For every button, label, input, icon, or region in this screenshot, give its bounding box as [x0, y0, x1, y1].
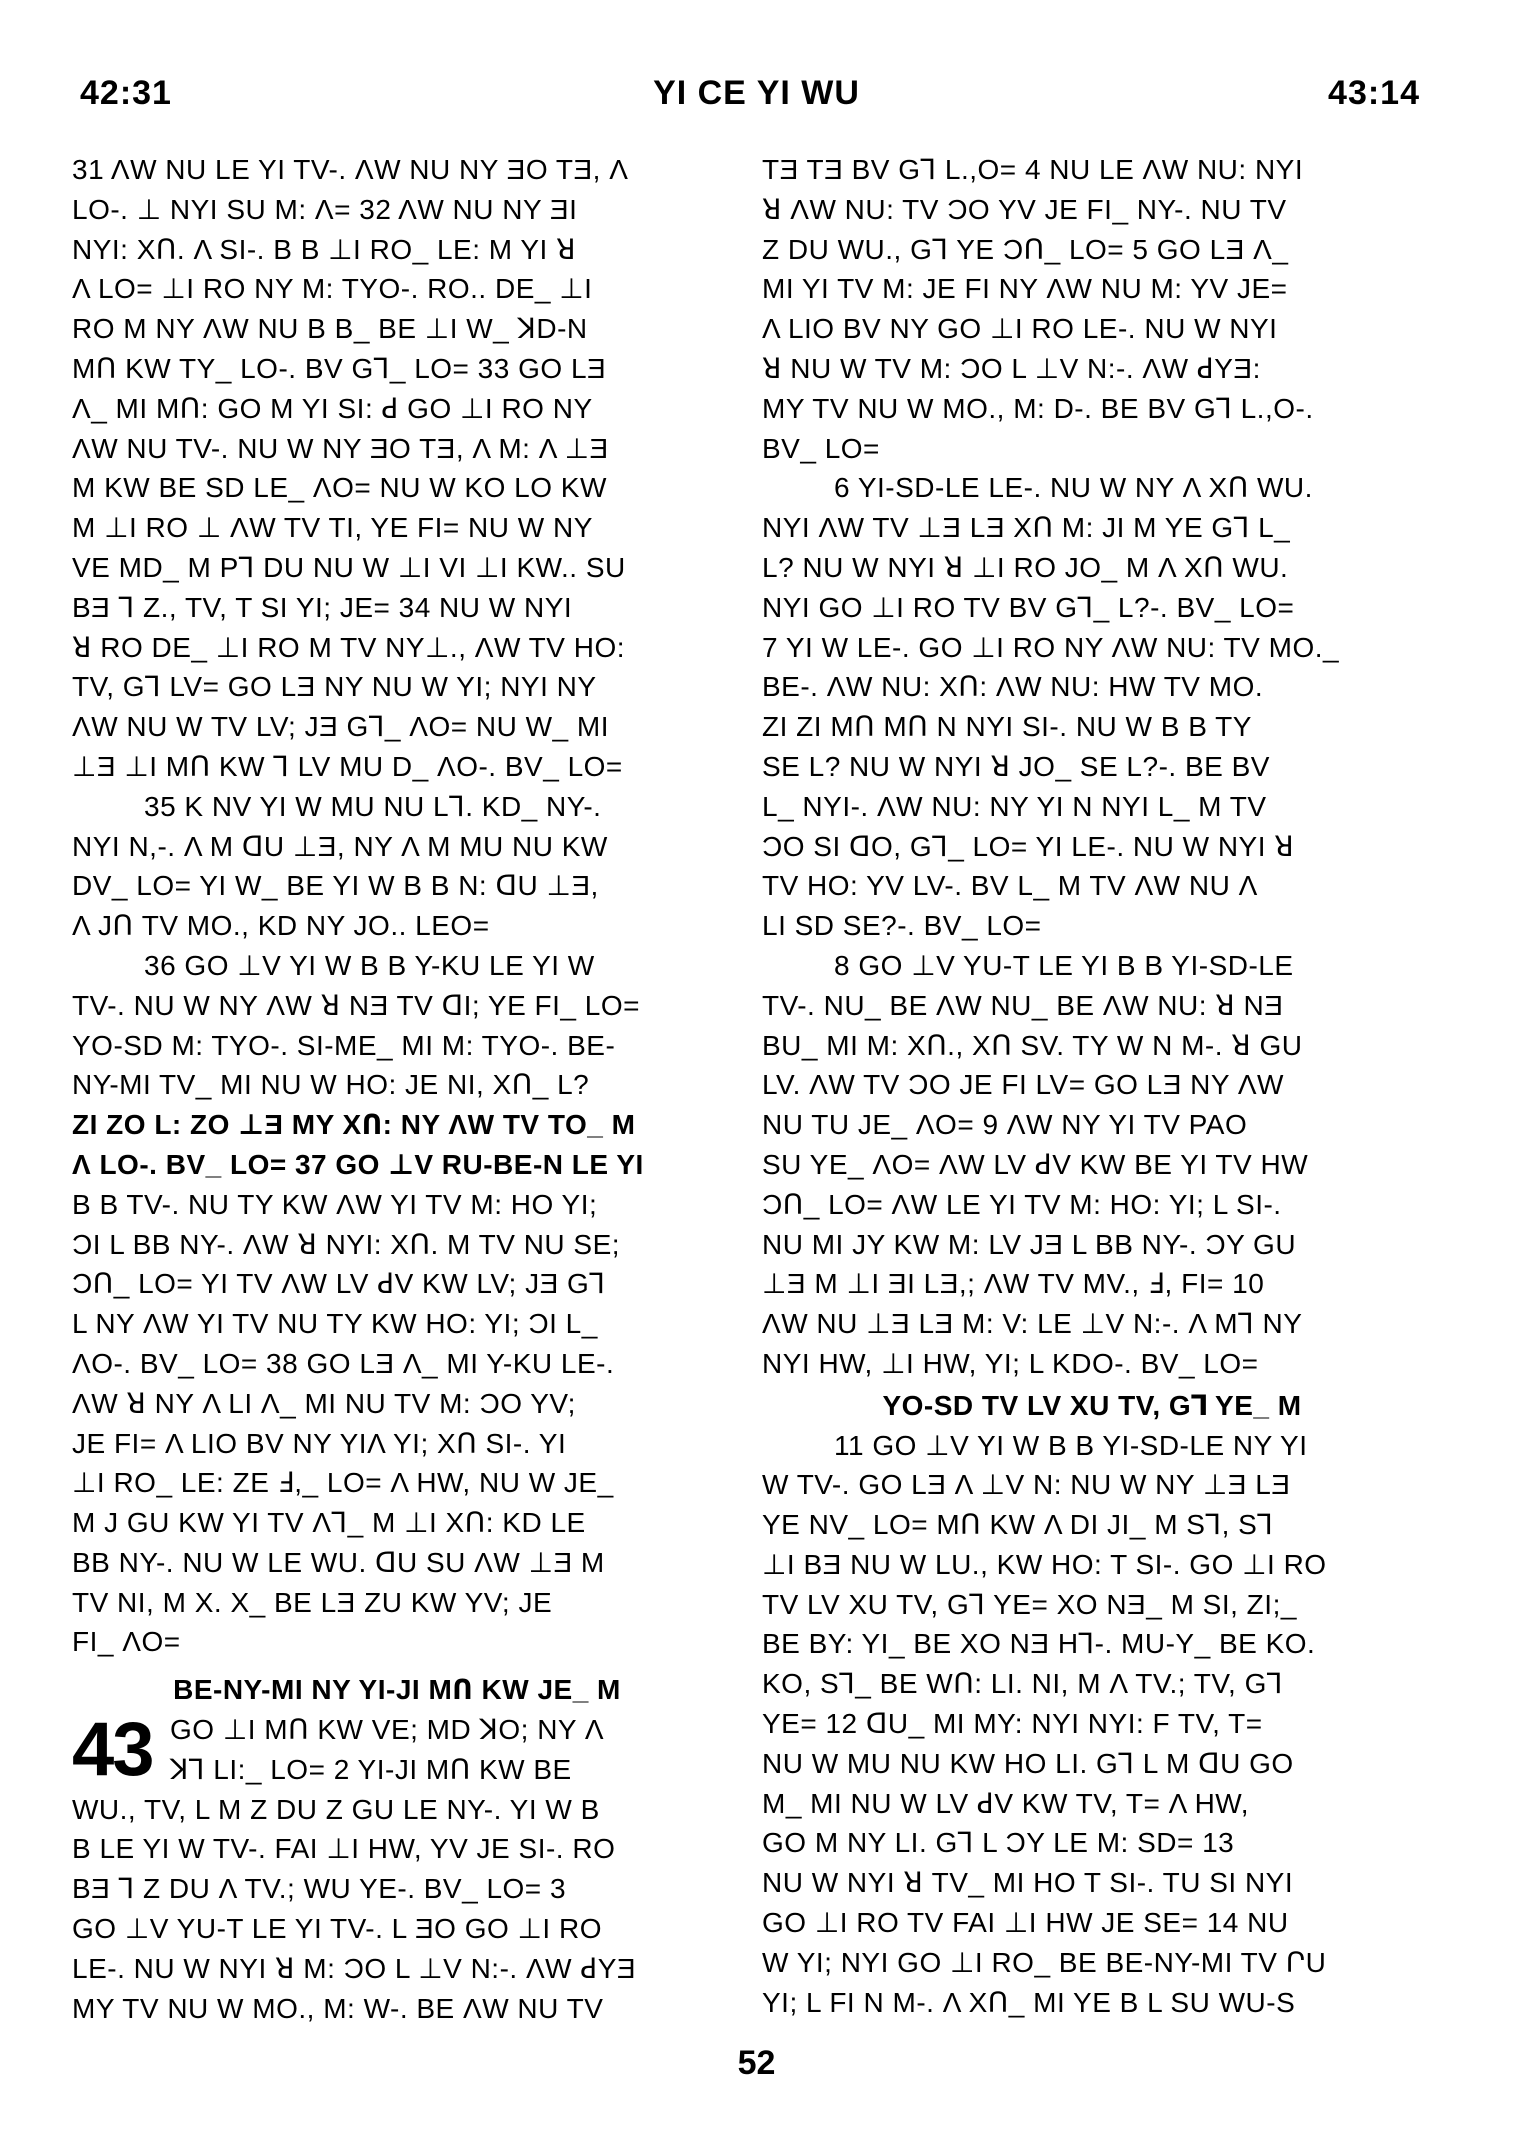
text-line: NYI ΛW TV ⊥Ǝ LƎ XՈ M: JI M YE G⅂ L_	[762, 512, 1291, 544]
text-line: TV, G⅂ LV= GO LƎ NY NU W YI; NYI NY	[72, 671, 597, 703]
text-line: TV HO: YV LV-. BV L_ M TV ΛW NU Λ	[762, 870, 1258, 902]
text-line: DV_ LO= YI W_ BE YI W B B N: ꓷU ⊥Ǝ,	[72, 870, 599, 902]
page-number: 52	[737, 2044, 776, 2082]
section-heading: YO-SD TV LV XU TV, G⅂ YE_ M	[882, 1389, 1302, 1421]
text-line: FI_ ΛO=	[72, 1626, 181, 1658]
text-line: 31 ΛW NU LE YI TV-. ΛW NU NY ƎO TƎ, Λ	[72, 154, 629, 185]
text-line: L? NU W NYI ꓤ ⊥I RO JO_ M Λ XՈ WU.	[762, 551, 1289, 583]
left-paragraph-35	[72, 787, 722, 946]
text-line: ZI ZI MՈ MՈ N NYI SI-. NU W B B TY	[762, 711, 1252, 743]
text-line: NYI: XՈ. Λ SI-. B B ⊥I RO_ LE: M YI ꓤ	[72, 233, 577, 265]
text-line: ⊥Ǝ M ⊥I ƎI LƎ,; ΛW TV MV., Ⅎ, FI= 10	[762, 1268, 1265, 1300]
text-line: YI; L FI N M-. Λ XՈ_ MI YE B L SU WU-S	[762, 1986, 1296, 2018]
text-line: ΛO-. BV_ LO= 38 GO LƎ Λ_ MI Y-KU LE-.	[72, 1347, 615, 1379]
text-line: Λ LO= ⊥I RO NY M: TYO-. RO.. DE_ ⊥I	[72, 273, 593, 305]
text-line: ⊥I BƎ NU W LU., KW HO: T SI-. GO ⊥I RO	[762, 1548, 1327, 1580]
text-line: 6 YI-SD-LE LE-. NU W NY Λ XՈ WU.	[834, 472, 1313, 504]
text-line: YO-SD M: TYO-. SI-ME_ MI M: TYO-. BE-	[72, 1029, 616, 1061]
text-line: MՈ KW TY_ LO-. BV G⅂_ LO= 33 GO LƎ	[72, 352, 607, 384]
text-line: NU TU JE_ ΛO= 9 ΛW NY YI TV PAO	[762, 1109, 1248, 1141]
right-paragraph-continued	[762, 150, 1422, 468]
text-line: ⊥I RO_ LE: ZE Ⅎ,_ LO= Λ HW, NU W JE_	[72, 1467, 614, 1499]
text-line: TV NI, M X. X_ BE LƎ ZU KW YV; JE	[72, 1586, 553, 1618]
text-line: ƆI L BB NY-. ΛW ꓤ NYI: XՈ. M TV NU SE;	[72, 1228, 621, 1260]
text-line: ΛW NU TV-. NU W NY ƎO TƎ, Λ M: Λ ⊥Ǝ	[72, 432, 609, 464]
text-line: NY-MI TV_ MI NU W HO: JE NI, XՈ_ L?	[72, 1069, 590, 1101]
text-line: NU W MU NU KW HO LI. G⅂ L M ꓷU GO	[762, 1747, 1294, 1779]
chapter-number: 43	[72, 1707, 153, 1793]
text-line: NYI GO ⊥I RO TV BV G⅂_ L?-. BV_ LO=	[762, 591, 1295, 623]
text-line: ⊥Ǝ ⊥I MՈ KW ⅂ LV MU D_ ΛO-. BV_ LO=	[72, 750, 623, 782]
bold-text-line: Λ LO-. BV_ LO= 37 GO ⊥V RU-BE-N LE YI	[72, 1148, 644, 1180]
header-right-reference: 43:14	[1328, 74, 1420, 112]
text-line: MY TV NU W MO., M: D-. BE BV G⅂ L.,O-.	[762, 392, 1314, 424]
text-line: JE FI= Λ LIO BV NY YIΛ YI; XՈ SI-. YI	[72, 1427, 567, 1459]
text-line: Λ LIO BV NY GO ⊥I RO LE-. NU W NYI	[762, 313, 1278, 345]
left-paragraph-31	[72, 150, 722, 787]
text-line: ꓘ⅂ LI:_ LO= 2 YI-JI MՈ KW BE	[170, 1753, 572, 1785]
text-line: MI YI TV M: JE FI NY ΛW NU M: YV JE=	[762, 273, 1288, 305]
text-line: ΛW NU ⊥Ǝ LƎ M: V: LE ⊥V N:-. Λ M⅂ NY	[762, 1308, 1303, 1340]
right-paragraph-6	[762, 468, 1422, 946]
bold-text-line: ZI ZO L: ZO ⊥Ǝ MY XՈ: NY ΛW TV TO_ M	[72, 1109, 636, 1141]
text-line: TƎ TƎ BV G⅂ L.,O= 4 NU LE ΛW NU: NYI	[762, 154, 1304, 185]
text-line: L_ NYI-. ΛW NU: NY YI N NYI L_ M TV	[762, 790, 1267, 822]
left-paragraph-36	[72, 946, 722, 1662]
text-line: 8 GO ⊥V YU-T LE YI B B YI-SD-LE	[834, 949, 1294, 981]
text-line: B LE YI W TV-. FAI ⊥I HW, YV JE SI-. RO	[72, 1833, 616, 1865]
text-line: L NY ΛW YI TV NU TY KW HO: YI; ƆI L_	[72, 1308, 598, 1340]
text-line: ꓤ NU W TV M: ƆO L ⊥V N:-. ΛW ꓒYƎ:	[762, 352, 1261, 384]
text-line: ꓤ RO DE_ ⊥I RO M TV NY⊥., ΛW TV HO:	[72, 631, 626, 663]
text-line: NU MI JY KW M: LV JƎ L BB NY-. ƆY GU	[762, 1228, 1297, 1260]
text-line: LV. ΛW TV ƆO JE FI LV= GO LƎ NY ΛW	[762, 1069, 1284, 1101]
text-line: ΛW ꓤ NY Λ LI Λ_ MI NU TV M: ƆO YV;	[72, 1387, 576, 1419]
text-line: SE L? NU W NYI ꓤ JO_ SE L?-. BE BV	[762, 750, 1270, 782]
text-line: B B TV-. NU TY KW ΛW YI TV M: HO YI;	[72, 1188, 598, 1220]
text-line: GO ⊥I MՈ KW VE; MD ꓘO; NY Λ	[170, 1714, 605, 1746]
text-line: NYI N,-. Λ M ꓷU ⊥Ǝ, NY Λ M MU NU KW	[72, 830, 608, 862]
text-line: M ⊥I RO ⊥ ΛW TV TI, YE FI= NU W NY	[72, 512, 593, 544]
text-line: 36 GO ⊥V YI W B B Y-KU LE YI W	[144, 949, 595, 981]
book-title: YI CE YI WU	[653, 74, 860, 112]
text-line: SU YE_ ΛO= ΛW LV ꓒV KW BE YI TV HW	[762, 1148, 1309, 1180]
text-line: LI SD SE?-. BV_ LO=	[762, 910, 1042, 942]
text-line: Z DU WU., G⅂ YE ƆՈ_ LO= 5 GO LƎ Λ_	[762, 233, 1289, 265]
text-line: BU_ MI M: XՈ., XՈ SV. TY W N M-. ꓤ GU	[762, 1029, 1303, 1061]
text-line: GO ⊥V YU-T LE YI TV-. L ƎO GO ⊥I RO	[72, 1913, 602, 1945]
left-column	[72, 150, 722, 2028]
text-line: M J GU KW YI TV Λ⅂_ M ⊥I XՈ: KD LE	[72, 1507, 586, 1539]
text-line: NYI HW, ⊥I HW, YI; L KDO-. BV_ LO=	[762, 1347, 1259, 1379]
chapter-43-opening	[72, 1707, 722, 2028]
text-line: M_ MI NU W LV ꓒV KW TV, T= Λ HW,	[762, 1787, 1249, 1819]
text-line: BB NY-. NU W LE WU. ꓷU SU ΛW ⊥Ǝ M	[72, 1546, 605, 1578]
text-line: YE= 12 ꓷU_ MI MY: NYI NYI: F TV, T=	[762, 1708, 1263, 1740]
right-paragraph-8	[762, 946, 1422, 1384]
text-line: M KW BE SD LE_ ΛO= NU W KO LO KW	[72, 472, 607, 504]
text-line: GO M NY LI. G⅂ L ƆY LE M: SD= 13	[762, 1827, 1235, 1859]
text-line: BƎ ⅂ Z., TV, T SI YI; JE= 34 NU W NYI	[72, 591, 573, 623]
text-line: W YI; NYI GO ⊥I RO_ BE BE-NY-MI TV ՐU	[762, 1946, 1327, 1978]
text-line: RO M NY ΛW NU B B_ BE ⊥I W_ ꓘD-N	[72, 313, 588, 345]
text-line: ƆՈ_ LO= YI TV ΛW LV ꓒV KW LV; JƎ G⅂	[72, 1268, 606, 1300]
text-line: BE-. ΛW NU: XՈ: ΛW NU: HW TV MO.	[762, 671, 1264, 703]
text-line: BV_ LO=	[762, 432, 880, 464]
text-line: KO, S⅂_ BE WՈ: LI. NI, M Λ TV.; TV, G⅂	[762, 1668, 1283, 1700]
text-line: Λ JՈ TV MO., KD NY JO.. LEO=	[72, 910, 490, 942]
text-line: TV-. NU W NY ΛW ꓤ NƎ TV ꓷI; YE FI_ LO=	[72, 989, 640, 1021]
right-paragraph-11	[762, 1426, 1422, 2023]
header-left-reference: 42:31	[80, 74, 172, 112]
section-heading: BE-NY-MI NY YI-JI MՈ KW JE_ M	[173, 1674, 621, 1706]
text-line: VE MD_ M P⅂ DU NU W ⊥I VI ⊥I KW.. SU	[72, 551, 626, 583]
text-line: ƆՈ_ LO= ΛW LE YI TV M: HO: YI; L SI-.	[762, 1188, 1282, 1220]
right-column	[762, 150, 1422, 2022]
text-line: Λ_ MI MՈ: GO M YI SI: ꓒ GO ⊥I RO NY	[72, 392, 593, 424]
text-line: ΛW NU W TV LV; JƎ G⅂_ ΛO= NU W_ MI	[72, 711, 609, 743]
text-line: WU., TV, L M Z DU Z GU LE NY-. YI W B	[72, 1793, 600, 1825]
text-line: BE BY: YI_ BE XO NƎ H⅂-. MU-Y_ BE KO.	[762, 1628, 1316, 1660]
text-line: TV-. NU_ BE ΛW NU_ BE ΛW NU: ꓤ NƎ	[762, 989, 1284, 1021]
text-line: BƎ ⅂ Z DU Λ TV.; WU YE-. BV_ LO= 3	[72, 1873, 567, 1905]
text-line: TV LV XU TV, G⅂ YE= XO NƎ_ M SI, ZI;_	[762, 1588, 1297, 1620]
text-line: NU W NYI ꓤ TV_ MI HO T SI-. TU SI NYI	[762, 1867, 1294, 1899]
text-line: YE NV_ LO= MՈ KW Λ DI JI_ M S⅂, S⅂	[762, 1509, 1274, 1541]
text-line: MY TV NU W MO., M: W-. BE ΛW NU TV	[72, 1992, 604, 2024]
text-line: W TV-. GO LƎ Λ ⊥V N: NU W NY ⊥Ǝ LƎ	[762, 1469, 1291, 1501]
text-line: GO ⊥I RO TV FAI ⊥I HW JE SE= 14 NU	[762, 1907, 1289, 1939]
text-line: LO-. ⊥ NYI SU M: Λ= 32 ΛW NU NY ƎI	[72, 193, 578, 225]
text-line: ƆO SI ꓷO, G⅂_ LO= YI LE-. NU W NYI ꓤ	[762, 830, 1295, 862]
text-line: 35 K NV YI W MU NU L⅂. KD_ NY-.	[144, 790, 602, 822]
text-line: LE-. NU W NYI ꓤ M: ƆO L ⊥V N:-. ΛW ꓒYƎ	[72, 1952, 637, 1984]
text-line: ꓤ ΛW NU: TV ƆO YV JE FI_ NY-. NU TV	[762, 193, 1287, 225]
chapter-second-line	[72, 1750, 722, 1790]
text-line: 11 GO ⊥V YI W B B YI-SD-LE NY YI	[834, 1429, 1308, 1461]
text-line: 7 YI W LE-. GO ⊥I RO NY ΛW NU: TV MO._	[762, 631, 1340, 663]
